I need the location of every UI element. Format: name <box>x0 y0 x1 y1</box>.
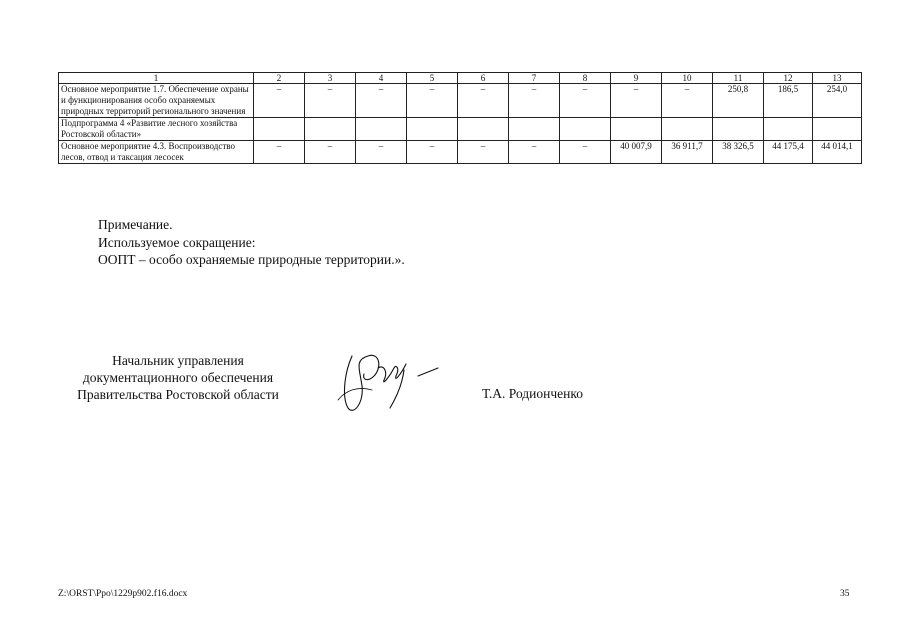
page-number: 35 <box>840 589 850 599</box>
value-cell: – <box>356 84 407 118</box>
value-cell <box>560 118 611 141</box>
value-cell <box>713 118 764 141</box>
footer-file-path: Z:\ORST\Ppo\1229p902.f16.docx <box>58 589 188 599</box>
value-cell: 40 007,9 <box>611 141 662 164</box>
note-block <box>98 216 405 269</box>
value-cell: – <box>560 141 611 164</box>
handwritten-signature <box>334 346 446 416</box>
value-cell: – <box>560 84 611 118</box>
table-row <box>59 141 862 164</box>
column-number-header: 7 <box>509 73 560 84</box>
column-number-header: 6 <box>458 73 509 84</box>
value-cell: – <box>305 141 356 164</box>
budget-table <box>58 72 862 164</box>
position-line-2: документационного обеспечения <box>82 370 274 385</box>
value-cell: 254,0 <box>813 84 862 118</box>
value-cell <box>407 118 458 141</box>
value-cell: – <box>509 141 560 164</box>
value-cell <box>662 118 713 141</box>
value-cell <box>813 118 862 141</box>
value-cell <box>254 118 305 141</box>
row-name-cell: Подпрограмма 4 «Развитие лесного хозяйства Ростовской области» <box>59 118 254 141</box>
column-number-header: 3 <box>305 73 356 84</box>
value-cell <box>305 118 356 141</box>
value-cell: – <box>356 141 407 164</box>
table-row <box>59 84 862 118</box>
value-cell: – <box>611 84 662 118</box>
value-cell: – <box>407 141 458 164</box>
note-abbreviation-text: ООПТ – особо охраняемые природные территории.». <box>98 252 405 267</box>
position-line-1: Начальник управления <box>112 353 244 368</box>
value-cell: 186,5 <box>764 84 813 118</box>
value-cell: – <box>254 141 305 164</box>
value-cell: – <box>509 84 560 118</box>
value-cell <box>458 118 509 141</box>
value-cell: 250,8 <box>713 84 764 118</box>
table-row <box>59 118 862 141</box>
row-name-cell: Основное мероприятие 4.3. Воспроизводство лесов, отвод и таксация лесосек <box>59 141 254 164</box>
column-number-header: 1 <box>59 73 254 84</box>
value-cell: 38 326,5 <box>713 141 764 164</box>
value-cell: – <box>254 84 305 118</box>
value-cell: 44 014,1 <box>813 141 862 164</box>
note-title: Примечание. <box>98 217 173 232</box>
value-cell: – <box>305 84 356 118</box>
position-line-3: Правительства Ростовской области <box>77 387 279 402</box>
budget-table-container <box>58 72 861 164</box>
column-number-header: 2 <box>254 73 305 84</box>
column-number-header: 12 <box>764 73 813 84</box>
value-cell: – <box>662 84 713 118</box>
column-number-header: 9 <box>611 73 662 84</box>
note-abbreviation-heading: Используемое сокращение: <box>98 234 256 250</box>
value-cell: – <box>407 84 458 118</box>
column-number-header: 10 <box>662 73 713 84</box>
value-cell <box>356 118 407 141</box>
signatory-name: Т.А. Родионченко <box>482 386 583 401</box>
row-name-cell: Основное мероприятие 1.7. Обеспечение охраны и функционирования особо охраняемых природных территорий регионального значения <box>59 84 254 118</box>
signatory-position <box>58 352 298 403</box>
column-number-header: 13 <box>813 73 862 84</box>
table-header-row <box>59 73 862 84</box>
value-cell <box>611 118 662 141</box>
value-cell <box>764 118 813 141</box>
column-number-header: 5 <box>407 73 458 84</box>
value-cell <box>509 118 560 141</box>
column-number-header: 4 <box>356 73 407 84</box>
column-number-header: 11 <box>713 73 764 84</box>
value-cell: 36 911,7 <box>662 141 713 164</box>
column-number-header: 8 <box>560 73 611 84</box>
value-cell: – <box>458 141 509 164</box>
value-cell: 44 175,4 <box>764 141 813 164</box>
value-cell: – <box>458 84 509 118</box>
